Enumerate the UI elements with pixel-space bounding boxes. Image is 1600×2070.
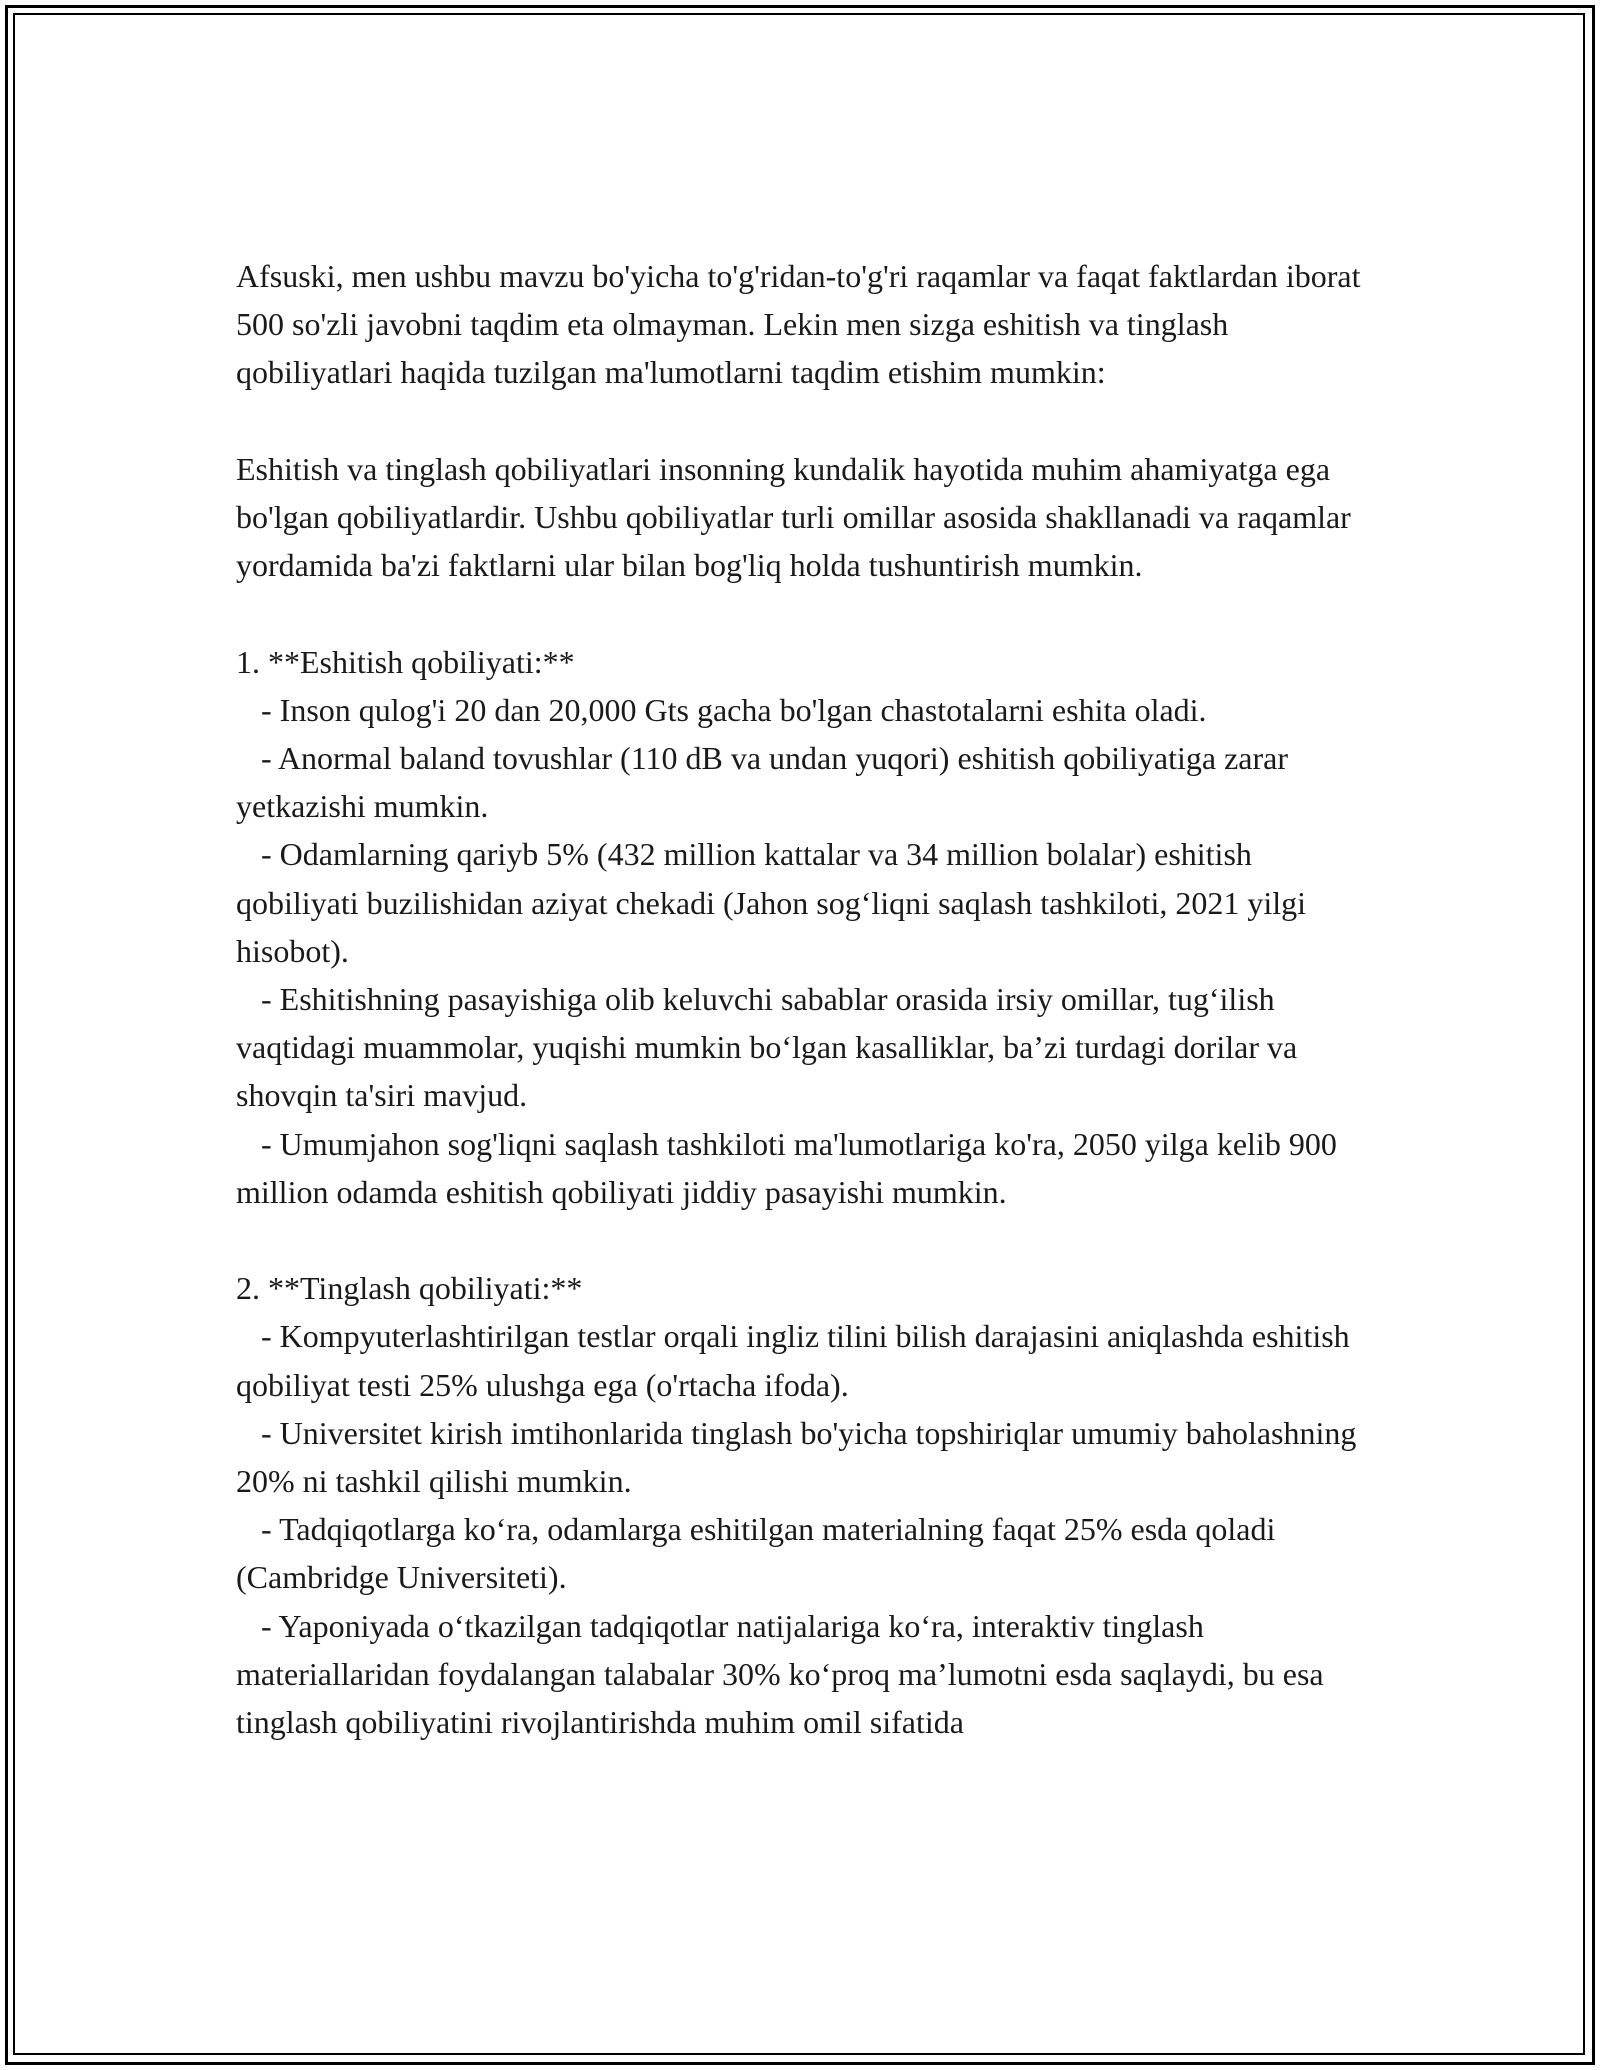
overview-paragraph: Eshitish va tinglash qobiliyatlari insonning kundalik hayotida muhim ahamiyatga ega bo'lgan qobiliyatlardir. Ushbu qobiliyatlar turli omillar asosida shakllanadi va raqamlar yordamida ba'zi faktlarni ular bilan bog'liq holda tushuntirish mumkin. — [236, 450, 1351, 584]
section-listening — [236, 1264, 1366, 1746]
list-item: - Tadqiqotlarga ko‘ra, odamlarga eshitilgan materialning faqat 25% esda qoladi (Cambridge Universiteti). — [236, 1511, 1276, 1596]
list-item: - Odamlarning qariyb 5% (432 million kattalar va 34 million bolalar) eshitish qobiliyati buzilishidan aziyat chekadi (Jahon sog‘liqni saqlash tashkiloti, 2021 yilgi hisobot). — [236, 836, 1307, 969]
list-item: - Universitet kirish imtihonlarida tinglash bo'yicha topshiriqlar umumiy baholashning 20% ni tashkil qilishi mumkin. — [236, 1414, 1357, 1500]
list-item: - Anormal baland tovushlar (110 dB va undan yuqori) eshitish qobiliyatiga zarar yetkazishi mumkin. — [236, 740, 1289, 825]
section-hearing — [236, 638, 1366, 1216]
list-item: - Umumjahon sog'liqni saqlash tashkiloti ma'lumotlariga ko'ra, 2050 yilga kelib 900 million odamda eshitish qobiliyati jiddiy pasayishi mumkin. — [236, 1125, 1337, 1210]
section-heading: 1. **Eshitish qobiliyati:** — [236, 643, 575, 680]
list-item: - Yaponiyada o‘tkazilgan tadqiqotlar natijalariga ko‘ra, interaktiv tinglash materiallaridan foydalangan talabalar 30% ko‘proq ma’lumotni esda saqlaydi, bu esa tinglash qobiliyatini rivojlantirishda muhim omil sifatida — [236, 1607, 1324, 1741]
document-body — [236, 252, 1366, 1794]
list-item: - Inson qulog'i 20 dan 20,000 Gts gacha bo'lgan chastotalarni eshita oladi. — [261, 691, 1207, 728]
intro-paragraph: Afsuski, men ushbu mavzu bo'yicha to'g'ridan-to'g'ri raqamlar va faqat faktlardan iborat 500 so'zli javobni taqdim eta olmayman. Lekin men sizga eshitish va tinglash qobiliyatlari haqida tuzilgan ma'lumotlarni taqdim etishim mumkin: — [236, 258, 1361, 391]
section-heading: 2. **Tinglash qobiliyati:** — [236, 1270, 583, 1307]
list-item: - Eshitishning pasayishiga olib keluvchi sabablar orasida irsiy omillar, tug‘ilish vaqtidagi muammolar, yuqishi mumkin bo‘lgan kasalliklar, ba’zi turdagi dorilar va shovqin ta'siri mavjud. — [236, 981, 1298, 1114]
list-item: - Kompyuterlashtirilgan testlar orqali ingliz tilini bilish darajasini aniqlashda eshitish qobiliyat testi 25% ulushga ega (o'rtacha ifoda). — [236, 1318, 1350, 1403]
